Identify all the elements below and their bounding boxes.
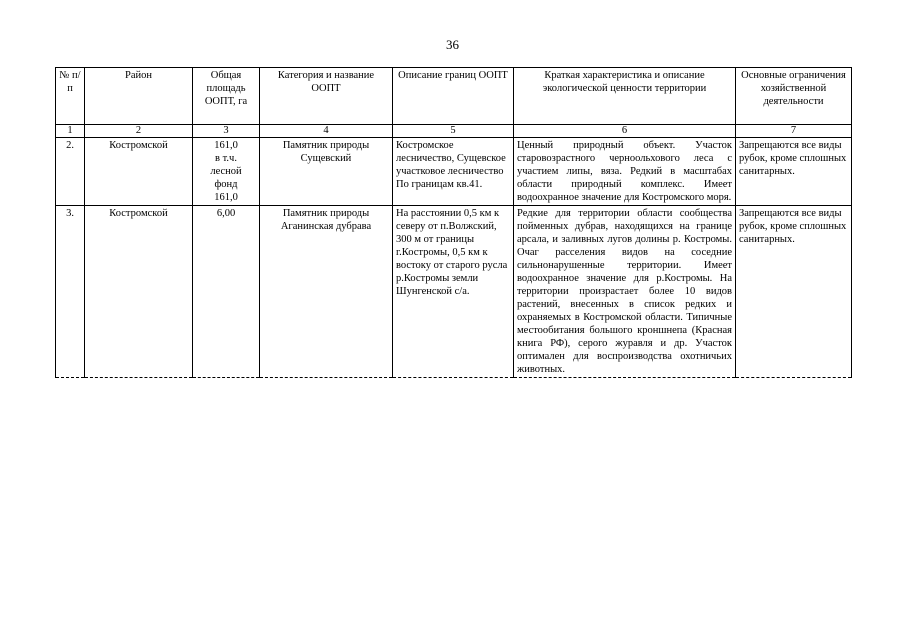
column-number: 1 <box>56 125 85 138</box>
row-num: 2. <box>56 138 85 206</box>
protected-areas-table <box>55 67 852 378</box>
column-number: 5 <box>393 125 514 138</box>
area-line: лесной <box>210 166 242 177</box>
column-number: 2 <box>85 125 193 138</box>
row-boundaries: Костромское лесничество, Сущевское участковое лесничество По границам кв.41. <box>393 138 514 206</box>
table-row <box>56 206 852 378</box>
header-num: № п/п <box>56 68 85 125</box>
area-line: в т.ч. <box>215 153 237 164</box>
header-restrictions: Основные ограничения хозяйственной деятельности <box>736 68 852 125</box>
column-number: 7 <box>736 125 852 138</box>
row-district: Костромской <box>85 206 193 378</box>
header-boundaries: Описание границ ООПТ <box>393 68 514 125</box>
column-number: 4 <box>260 125 393 138</box>
row-district: Костромской <box>85 138 193 206</box>
table-row <box>56 138 852 206</box>
row-area <box>193 206 260 378</box>
row-num: 3. <box>56 206 85 378</box>
area-line: 161,0 <box>214 140 238 151</box>
header-area: Общая площадь ООПТ, га <box>193 68 260 125</box>
column-number: 6 <box>514 125 736 138</box>
row-category: Памятник природы Сущевский <box>260 138 393 206</box>
row-area <box>193 138 260 206</box>
row-restrictions: Запрещаются все виды рубок, кроме сплошных санитарных. <box>736 206 852 378</box>
row-description: Ценный природный объект. Участок старовозрастного черноольхового леса с участием липы, вяза. Редкий в масштабах области природный комплекс. Имеет водоохранное значение для Костромского моря. <box>514 138 736 206</box>
area-line: фонд <box>214 179 238 190</box>
area-line: 161,0 <box>214 192 238 203</box>
area-line: 6,00 <box>216 208 236 219</box>
row-restrictions: Запрещаются все виды рубок, кроме сплошных санитарных. <box>736 138 852 206</box>
column-number: 3 <box>193 125 260 138</box>
column-number-row <box>56 125 852 138</box>
row-category: Памятник природы Аганинская дубрава <box>260 206 393 378</box>
header-category: Категория и название ООПТ <box>260 68 393 125</box>
row-boundaries: На расстоянии 0,5 км к северу от п.Волжский, 300 м от границы г.Костромы, 0,5 км к востоку от старого русла р.Костромы земли Шунгенской с/а. <box>393 206 514 378</box>
table-header-row <box>56 68 852 125</box>
header-description: Краткая характеристика и описание экологической ценности территории <box>514 68 736 125</box>
page-number: 36 <box>446 37 459 52</box>
header-district: Район <box>85 68 193 125</box>
row-description: Редкие для территории области сообщества пойменных дубрав, находящихся на границе арсала, и заливных лугов долины р. Костромы. Очаг расселения видов на соседние сильнонарушенные территории. Имеет водоохранное значение для р.Костромы. На территории произрастает более 10 видов растений, внесенных в список редких и охраняемых в Костромской области. Типичные местообитания большого кроншнепа (Красная книга РФ), серого журавля и др. Участок оптимален для воспроизводства охотничьих животных. <box>514 206 736 378</box>
